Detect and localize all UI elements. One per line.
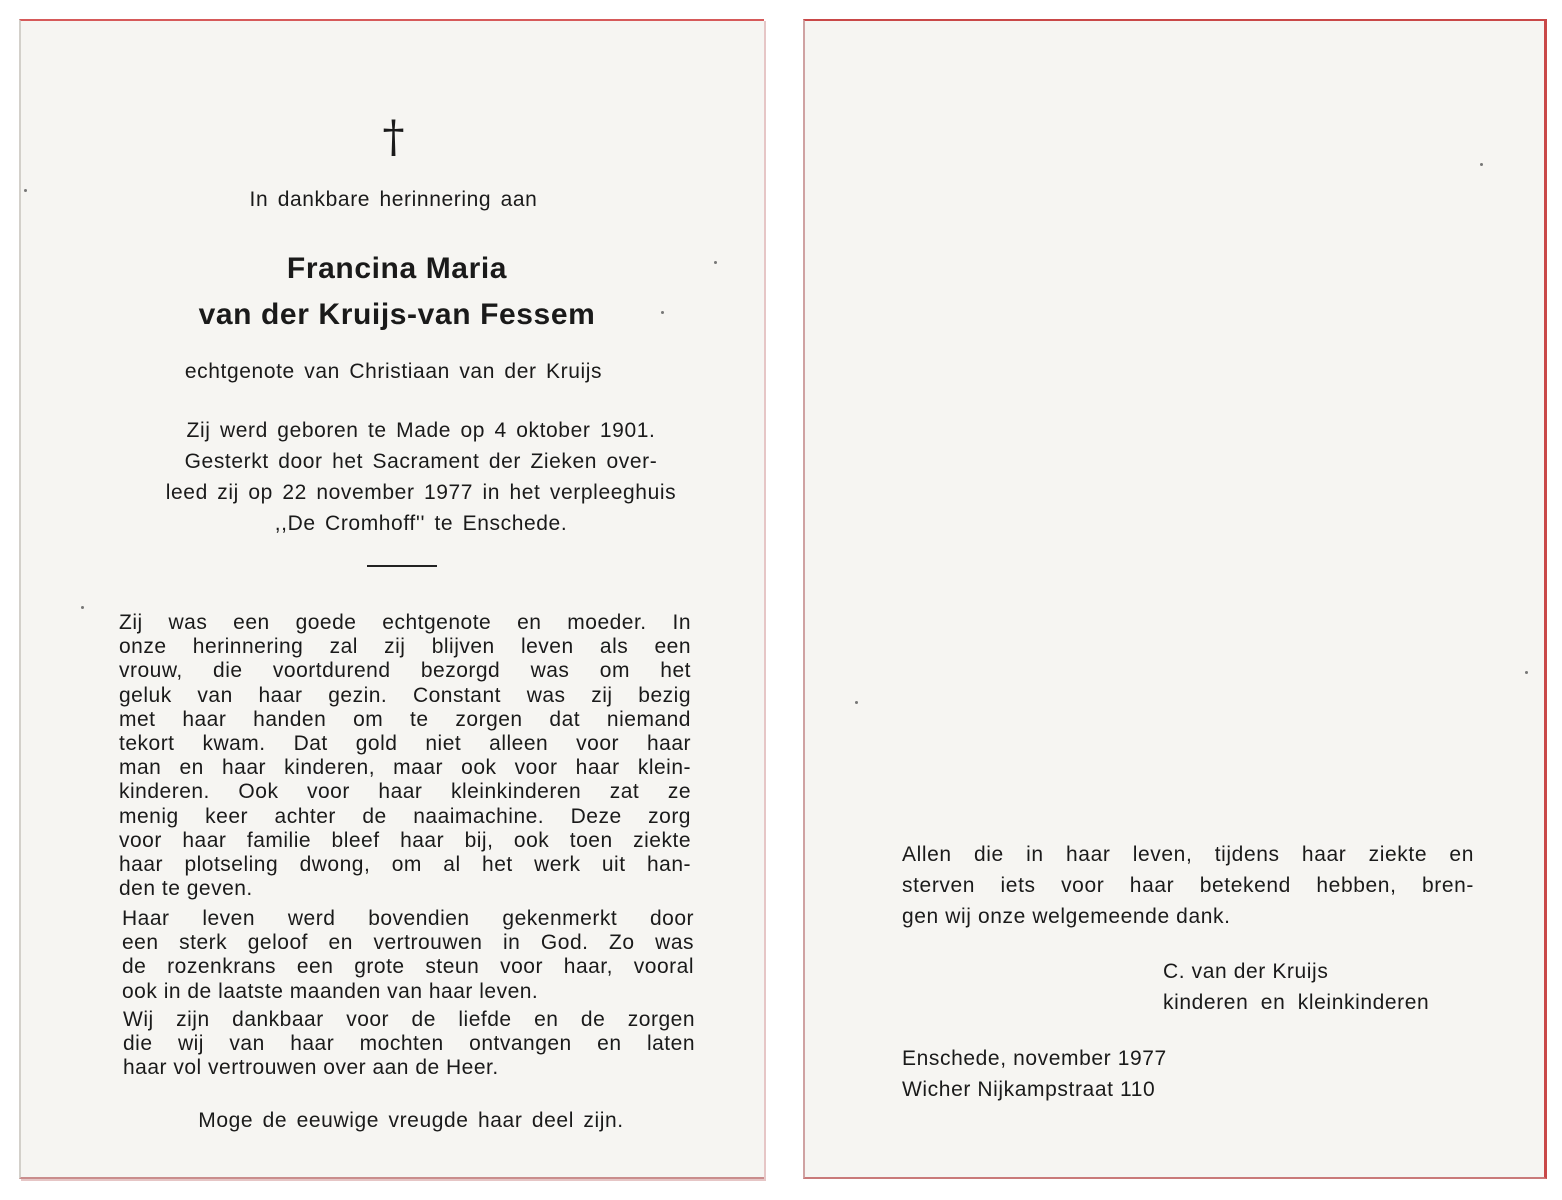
- paragraph-gratitude: [123, 1008, 695, 1081]
- paragraph-faith: [122, 907, 694, 1004]
- faith-line: een sterk geloof en vertrouwen in God. Zo was: [122, 931, 694, 955]
- memorial-card-back: [803, 19, 1547, 1179]
- bio-line-3: leed zij op 22 november 1977 in het verpleeghuis: [165, 481, 677, 504]
- faith-line: de rozenkrans een grote steun voor haar, vooral: [122, 955, 694, 979]
- tribute-line: vrouw, die voortdurend bezorgd was om het: [119, 659, 691, 683]
- tribute-line: den te geven.: [119, 877, 253, 901]
- memorial-card-front: [19, 19, 764, 1179]
- gratitude-line: haar vol vertrouwen over aan de Heer.: [123, 1056, 499, 1080]
- gratitude-line: die wij van haar mochten ontvangen en laten: [123, 1032, 695, 1056]
- intro-text: In dankbare herinnering aan: [249, 188, 538, 211]
- gratitude-line: Wij zijn dankbaar voor de liefde en de zorgen: [123, 1008, 695, 1031]
- thanks-line: gen wij onze welgemeende dank.: [902, 905, 1231, 928]
- thanks-line: sterven iets voor haar betekend hebben, bren-: [902, 874, 1474, 897]
- bio-line-2: Gesterkt door het Sacrament der Zieken over-: [184, 450, 658, 473]
- paragraph-tribute: [119, 611, 691, 901]
- tribute-line: onze herinnering zal zij blijven leven als een: [119, 635, 691, 659]
- paper-speck: [661, 311, 664, 314]
- bio-line-4: ,,De Cromhoff'' te Enschede.: [274, 512, 568, 535]
- bio-line-1: Zij werd geboren te Made op 4 oktober 1901.: [186, 419, 656, 442]
- thanks-paragraph: [902, 839, 1474, 932]
- paper-speck: [855, 701, 858, 704]
- thanks-line: Allen die in haar leven, tijdens haar ziekte en: [902, 843, 1474, 866]
- deceased-name-first: Francina Maria: [286, 252, 508, 285]
- paper-speck: [714, 261, 717, 264]
- cross-icon: †: [382, 112, 405, 163]
- tribute-line: met haar handen om te zorgen dat niemand: [119, 707, 691, 731]
- tribute-line: voor haar familie bleef haar bij, ook toen ziekte: [119, 828, 691, 852]
- paper-speck: [24, 189, 27, 192]
- paper-speck: [1480, 163, 1483, 166]
- tribute-line: haar plotseling dwong, om al het werk uit han-: [119, 852, 691, 876]
- place-date: Enschede, november 1977: [902, 1047, 1167, 1070]
- paper-speck: [1525, 671, 1528, 674]
- tribute-line: tekort kwam. Dat gold niet alleen voor haar: [119, 731, 691, 755]
- tribute-line: menig keer achter de naaimachine. Deze zorg: [119, 804, 691, 828]
- signature-name: C. van der Kruijs: [1163, 960, 1329, 983]
- separator-line: [367, 565, 437, 567]
- tribute-line: kinderen. Ook voor haar kleinkinderen zat ze: [119, 780, 691, 804]
- paper-speck: [81, 606, 84, 609]
- deceased-name-last: van der Kruijs-van Fessem: [198, 298, 596, 331]
- tribute-line: man en haar kinderen, maar ook voor haar klein-: [119, 756, 691, 780]
- tribute-line: Zij was een goede echtgenote en moeder. In: [119, 611, 691, 634]
- tribute-line: geluk van haar gezin. Constant was zij bezig: [119, 683, 691, 707]
- spouse-line: echtgenote van Christiaan van der Kruijs: [184, 360, 603, 383]
- address: Wicher Nijkampstraat 110: [902, 1078, 1156, 1101]
- faith-line: Haar leven werd bovendien gekenmerkt door: [122, 907, 694, 930]
- closing-prayer: Moge de eeuwige vreugde haar deel zijn.: [198, 1109, 624, 1132]
- faith-line: ook in de laatste maanden van haar leven.: [122, 979, 539, 1003]
- signature-family: kinderen en kleinkinderen: [1163, 991, 1430, 1014]
